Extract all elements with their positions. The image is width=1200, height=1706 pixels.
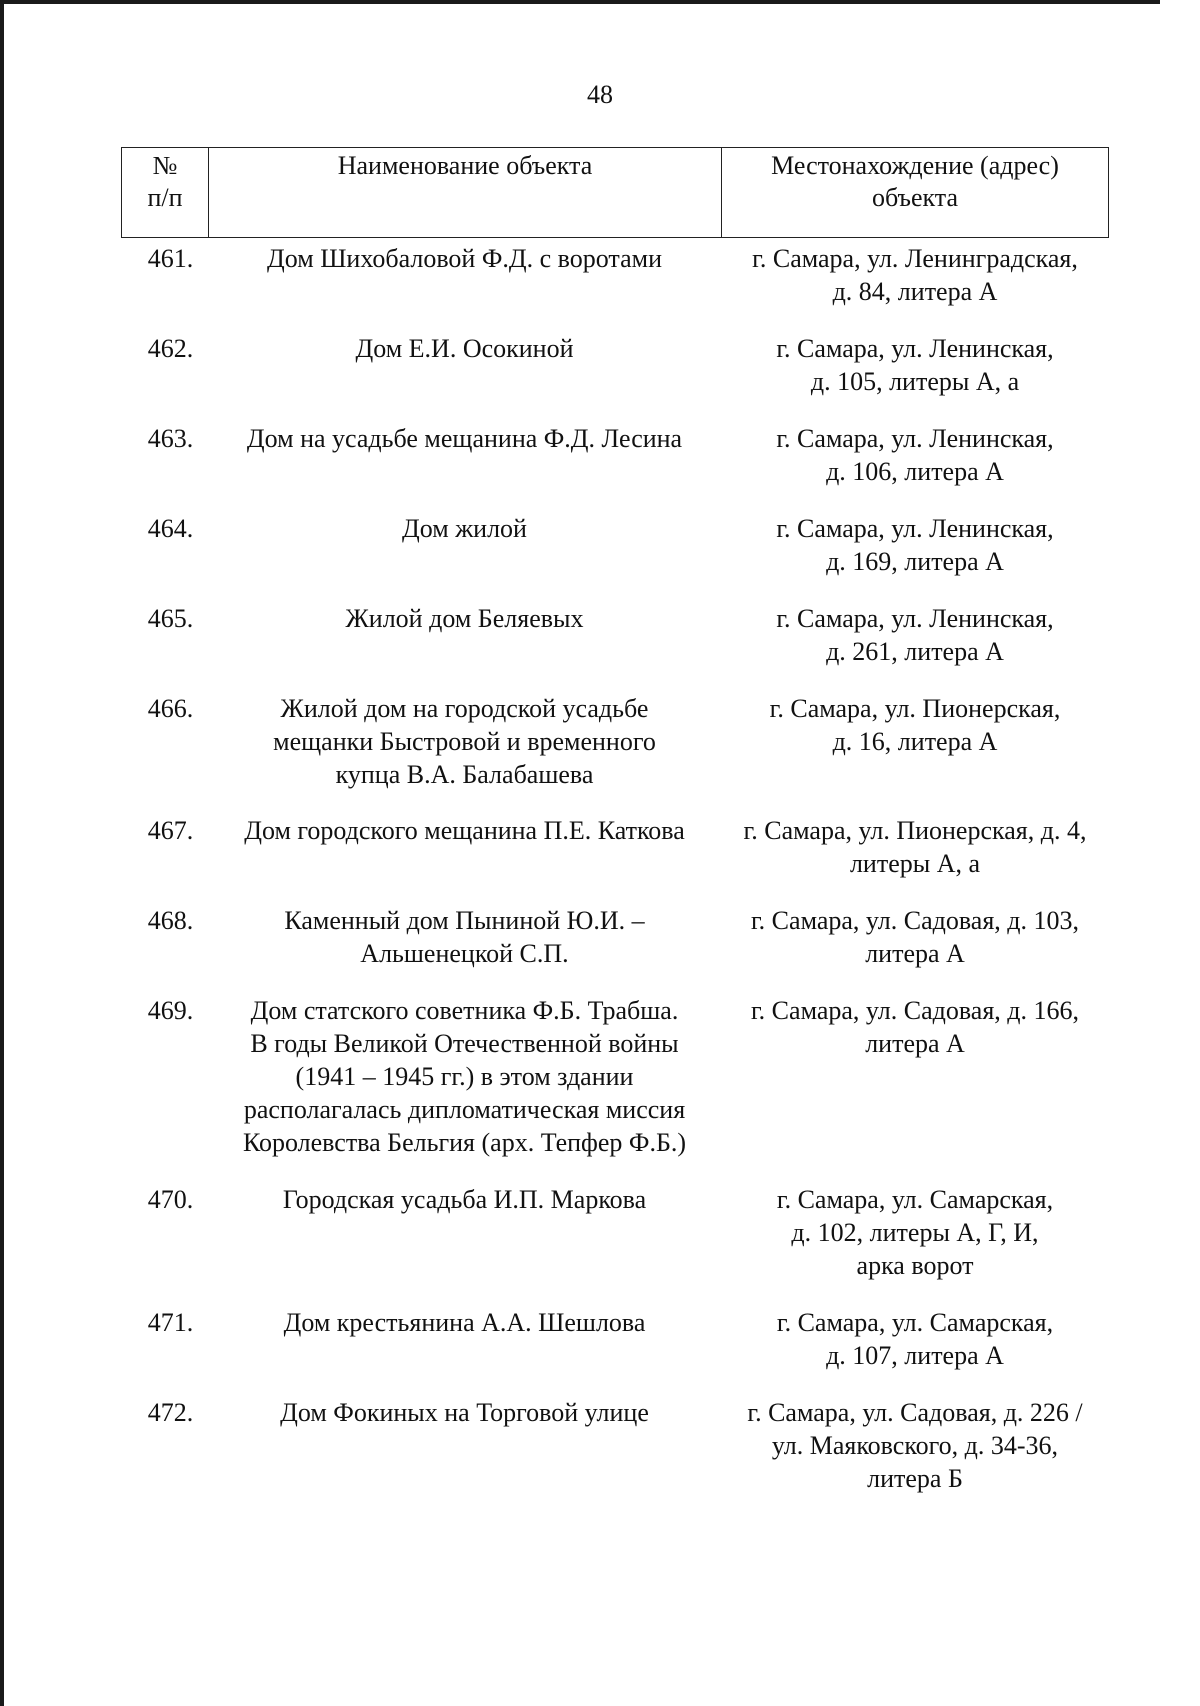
page-left-border: [0, 0, 4, 1706]
row-number: 464.: [147, 514, 194, 543]
row-number: 467.: [147, 816, 194, 845]
object-name: Дом на усадьбе мещанина Ф.Д. Лесина: [246, 424, 683, 453]
table-row: [121, 814, 1109, 880]
object-address: г. Самара, ул. Ленинская, д. 169, литера А: [776, 514, 1054, 576]
object-address: г. Самара, ул. Самарская, д. 107, литера А: [776, 1308, 1054, 1370]
row-number: 463.: [147, 424, 194, 453]
object-name: Городская усадьба И.П. Маркова: [282, 1185, 647, 1214]
row-number: 461.: [147, 244, 194, 273]
object-name: Дом городского мещанина П.Е. Каткова: [244, 816, 685, 845]
table-row: [121, 512, 1109, 578]
table-row: [121, 1183, 1109, 1282]
object-address: г. Самара, ул. Ленинградская, д. 84, литера А: [752, 244, 1078, 306]
object-address: г. Самара, ул. Самарская, д. 102, литеры А, Г, И, арка ворот: [776, 1185, 1054, 1280]
table-row: [121, 602, 1109, 668]
object-name: Жилой дом на городской усадьбе мещанки Быстровой и временного купца В.А. Балабашева: [273, 694, 656, 789]
row-number: 468.: [147, 906, 194, 935]
object-name: Дом Шихобаловой Ф.Д. с воротами: [267, 244, 662, 273]
table-row: [121, 994, 1109, 1159]
object-address: г. Самара, ул. Ленинская, д. 106, литера А: [776, 424, 1054, 486]
row-number: 466.: [147, 694, 194, 723]
row-number: 470.: [147, 1185, 194, 1214]
object-address: г. Самара, ул. Садовая, д. 226 / ул. Маяковского, д. 34-36, литера Б: [747, 1398, 1083, 1493]
object-name: Каменный дом Пыниной Ю.И. – Альшенецкой С.П.: [284, 906, 645, 968]
row-number: 465.: [147, 604, 194, 633]
table-row: [121, 692, 1109, 791]
row-number: 462.: [147, 334, 194, 363]
object-name: Дом крестьянина А.А. Шешлова: [283, 1308, 646, 1337]
table-row: [121, 332, 1109, 398]
page-top-border: [0, 0, 1160, 4]
object-address: г. Самара, ул. Пионерская, д. 16, литера А: [769, 694, 1061, 756]
table-row: [121, 904, 1109, 970]
header-name-column: Наименование объекта: [209, 148, 722, 237]
table-header: [121, 147, 1109, 238]
table-row: [121, 1306, 1109, 1372]
object-address: г. Самара, ул. Садовая, д. 103, литера А: [750, 906, 1080, 968]
object-name: Дом Е.И. Осокиной: [355, 334, 574, 363]
object-name: Дом жилой: [402, 514, 527, 543]
table-row: [121, 1396, 1109, 1495]
table-row: [121, 242, 1109, 308]
page-number: 48: [587, 80, 613, 109]
object-name: Жилой дом Беляевых: [345, 604, 584, 633]
header-number-column: № п/п: [122, 148, 209, 237]
row-number: 471.: [147, 1308, 194, 1337]
object-address: г. Самара, ул. Ленинская, д. 261, литера А: [776, 604, 1054, 666]
row-number: 472.: [147, 1398, 194, 1427]
object-address: г. Самара, ул. Ленинская, д. 105, литеры А, а: [776, 334, 1054, 396]
object-address: г. Самара, ул. Пионерская, д. 4, литеры А, а: [743, 816, 1087, 878]
object-name: Дом Фокиных на Торговой улице: [280, 1398, 649, 1427]
object-address: г. Самара, ул. Садовая, д. 166, литера А: [750, 996, 1080, 1058]
table-row: [121, 422, 1109, 488]
header-address-column: Местонахождение (адрес) объекта: [771, 151, 1059, 212]
object-name: Дом статского советника Ф.Б. Трабша. В годы Великой Отечественной войны (1941 – 1945 гг.) в этом здании располагалась дипломатическая миссия Королевства Бельгия (арх. Тепфер Ф.Б.): [242, 996, 687, 1157]
row-number: 469.: [147, 996, 194, 1025]
